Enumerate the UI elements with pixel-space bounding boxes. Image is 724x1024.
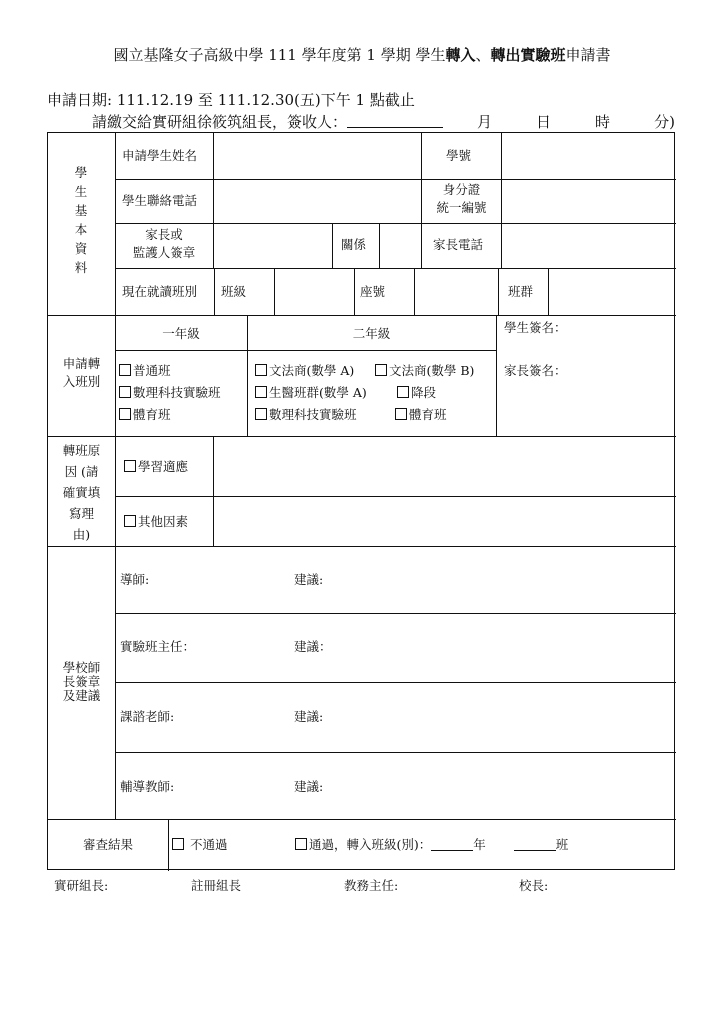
- checkbox-icon[interactable]: [119, 408, 131, 420]
- checkbox-icon[interactable]: [124, 515, 136, 527]
- student-signature-label: 學生簽名：: [504, 320, 567, 335]
- checkbox-icon[interactable]: [119, 364, 131, 376]
- hour-label: 時: [595, 113, 611, 131]
- seat-label: 座號: [360, 284, 386, 299]
- section-reason: 轉班原 因 (請 確實填 寫理 由): [62, 443, 101, 542]
- parent-phone-label: 家長電話: [433, 237, 484, 252]
- submit-to-label: 請繳交給實研組徐筱筑組長，簽收人：: [92, 113, 348, 131]
- review-result-label: 審查結果: [82, 837, 133, 852]
- option-g2-sports-class[interactable]: 體育班: [395, 406, 447, 424]
- day-label: 日: [536, 113, 552, 131]
- title-separator: 、: [475, 46, 491, 64]
- signer-blank[interactable]: [347, 111, 443, 128]
- research-leader-label: 實研組長:: [54, 878, 109, 893]
- counseling-course-teacher-label: 課諮老師:: [120, 709, 175, 724]
- section-teachers: 學校師 長簽章 及建議: [62, 660, 101, 703]
- guardian-signature-label: 家長或 監護人簽章: [132, 227, 196, 260]
- option-sports-class[interactable]: 體育班: [119, 406, 171, 424]
- option-humanities-math-a[interactable]: 文法商(數學 A): [255, 362, 354, 380]
- guidance-advice-label: 建議:: [294, 779, 324, 794]
- grade2-header: 二年級: [352, 326, 391, 341]
- relation-label: 關係: [341, 237, 367, 252]
- grade1-header: 一年級: [162, 326, 200, 341]
- checkbox-icon[interactable]: [172, 838, 184, 850]
- application-form-table: [47, 132, 675, 870]
- title-transfer-out: 轉出實驗班: [490, 46, 566, 64]
- parent-phone-field[interactable]: [506, 227, 670, 265]
- option-downgrade[interactable]: 降段: [397, 384, 436, 402]
- student-name-label: 申請學生姓名: [122, 148, 198, 163]
- guardian-signature-field[interactable]: [218, 227, 328, 265]
- submit-line: [92, 111, 678, 132]
- section-apply-class: 申請轉 入班別: [62, 356, 101, 389]
- review-pass-option[interactable]: 通過，轉入班級(別)： 年 班: [295, 836, 568, 854]
- group-label: 班群: [508, 284, 534, 299]
- id-number-label: 身分證 統一編號: [436, 182, 487, 215]
- reason-learning-adaptation[interactable]: 學習適應: [124, 458, 188, 476]
- month-label: 月: [477, 113, 493, 131]
- option-regular-class[interactable]: 普通班: [119, 362, 171, 380]
- title-suffix: 申請書: [565, 46, 611, 64]
- seat-field[interactable]: [418, 273, 494, 311]
- student-no-field[interactable]: [506, 137, 670, 175]
- parent-signature-label: 家長簽名：: [504, 363, 567, 378]
- minute-label: 分): [654, 113, 675, 131]
- apply-date: 申請日期: 111.12.19 至 111.12.30(五)下午 1 點截止: [47, 91, 415, 109]
- checkbox-icon[interactable]: [255, 386, 267, 398]
- homeroom-advice-label: 建議:: [294, 572, 324, 587]
- checkbox-icon[interactable]: [255, 408, 267, 420]
- guidance-teacher-label: 輔導教師:: [120, 779, 175, 794]
- year-blank[interactable]: [431, 838, 473, 851]
- student-phone-label: 學生聯絡電話: [122, 193, 198, 208]
- reason-other-detail-field[interactable]: [220, 501, 670, 541]
- relation-field[interactable]: [384, 227, 418, 265]
- lab-director-advice-label: 建議：: [294, 639, 332, 654]
- checkbox-icon[interactable]: [255, 364, 267, 376]
- group-field[interactable]: [552, 273, 670, 311]
- current-class-label: 現在就讀班別: [122, 284, 198, 299]
- section-basic-info: 學 生 基 本 資 料: [74, 165, 88, 275]
- reason-learning-detail-field[interactable]: [220, 441, 670, 491]
- principal-label: 校長:: [519, 878, 549, 893]
- option-humanities-math-b[interactable]: 文法商(數學 B): [375, 362, 474, 380]
- option-biomed-math-a[interactable]: 生醫班群(數學 A): [255, 384, 367, 402]
- checkbox-icon[interactable]: [397, 386, 409, 398]
- homeroom-teacher-label: 導師:: [120, 572, 150, 587]
- reason-other[interactable]: 其他因素: [124, 513, 188, 531]
- form-title: [0, 44, 724, 65]
- academic-director-label: 教務主任:: [344, 878, 399, 893]
- checkbox-icon[interactable]: [119, 386, 131, 398]
- student-no-label: 學號: [446, 148, 472, 163]
- student-name-field[interactable]: [222, 137, 418, 175]
- registry-leader-label: 註冊組長: [191, 878, 242, 893]
- lab-director-label: 實驗班主任：: [120, 639, 196, 654]
- student-phone-field[interactable]: [222, 183, 418, 219]
- checkbox-icon[interactable]: [395, 408, 407, 420]
- title-transfer-in: 轉入: [445, 46, 476, 64]
- class-field[interactable]: [278, 273, 350, 311]
- checkbox-icon[interactable]: [375, 364, 387, 376]
- option-g2-science-tech-class[interactable]: 數理科技實驗班: [255, 406, 357, 424]
- review-fail-option[interactable]: 不通過: [172, 836, 228, 854]
- checkbox-icon[interactable]: [295, 838, 307, 850]
- class-blank[interactable]: [514, 838, 556, 851]
- id-number-field[interactable]: [506, 183, 670, 219]
- checkbox-icon[interactable]: [124, 460, 136, 472]
- counseling-course-advice-label: 建議:: [294, 709, 324, 724]
- class-label: 班級: [221, 284, 247, 299]
- title-text: 國立基隆女子高級中學 111 學年度第 1 學期 學生: [113, 46, 446, 64]
- option-science-tech-class[interactable]: 數理科技實驗班: [119, 384, 221, 402]
